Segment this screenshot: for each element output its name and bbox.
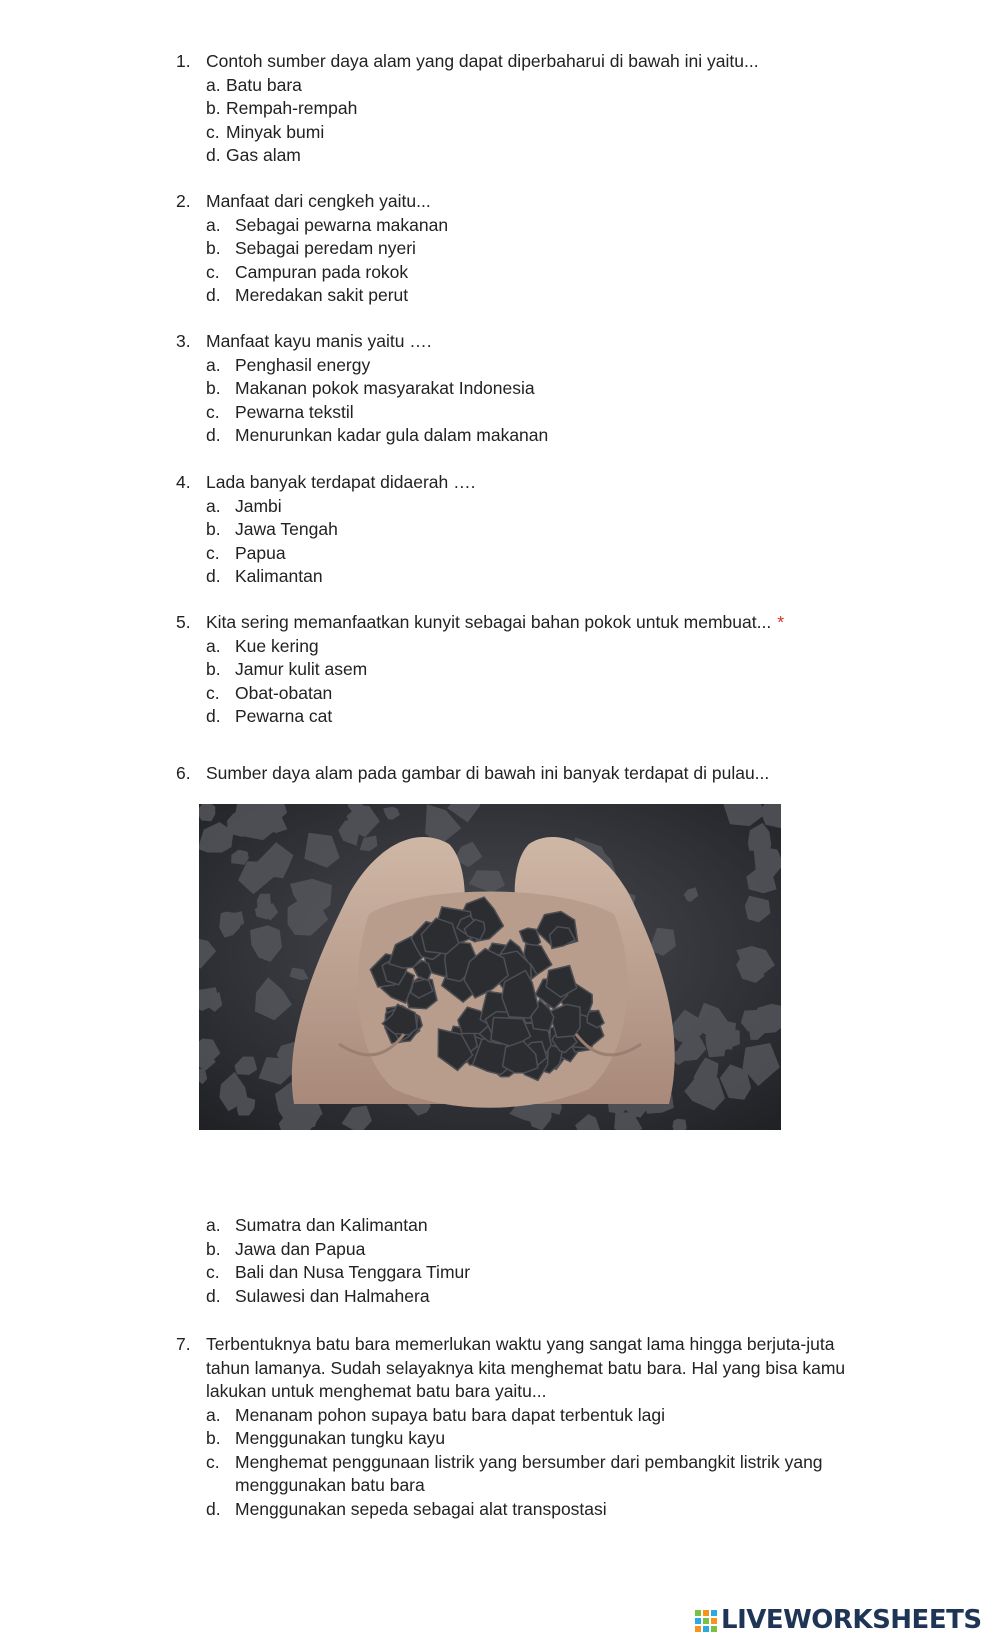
option-text: Obat-obatan (235, 682, 333, 703)
option-text: Sumatra dan Kalimantan (235, 1215, 428, 1235)
option-text: Bali dan Nusa Tenggara Timur (235, 1262, 471, 1282)
question-text: Lada banyak terdapat didaerah …. (206, 472, 476, 492)
question-text-wrap (206, 611, 784, 635)
option-letter: b. (206, 519, 221, 539)
option-text: Meredakan sakit perut (235, 285, 409, 305)
question-number: 7. (176, 1334, 191, 1354)
option-letter: a. (206, 1404, 221, 1425)
question-4 (176, 471, 896, 589)
option-text: Jambi (235, 495, 282, 516)
option-c[interactable] (176, 1451, 855, 1498)
option-text: Pewarna tekstil (235, 401, 354, 422)
question-text: Manfaat kayu manis yaitu …. (206, 331, 432, 351)
option-c[interactable] (176, 1261, 896, 1285)
option-text: Batu bara (226, 74, 302, 95)
option-c[interactable] (176, 261, 896, 285)
option-letter: d. (206, 425, 221, 445)
option-a[interactable] (176, 354, 896, 378)
option-letter: d. (206, 706, 221, 726)
question-7 (176, 1333, 876, 1521)
option-letter: b. (206, 659, 221, 679)
option-letter: b. (206, 1428, 221, 1448)
option-c[interactable] (176, 121, 896, 145)
option-text: Menanam pohon supaya batu bara dapat terbentuk lagi (235, 1404, 666, 1425)
option-d[interactable] (176, 565, 896, 589)
option-text: Gas alam (226, 145, 301, 165)
option-text: Makanan pokok masyarakat Indonesia (235, 378, 535, 398)
option-letter: a. (206, 74, 221, 95)
option-text: Pewarna cat (235, 706, 333, 726)
option-letter: b. (206, 238, 221, 258)
option-letter: d. (206, 1285, 221, 1306)
option-b[interactable] (176, 518, 896, 542)
option-d[interactable] (176, 424, 896, 448)
question-number: 3. (176, 331, 191, 351)
option-a[interactable] (176, 1214, 896, 1238)
brand-name: LIVEWORKSHEETS (721, 1605, 982, 1635)
option-letter: b. (206, 98, 221, 118)
question-5 (176, 611, 896, 729)
question-text: Contoh sumber daya alam yang dapat diperbaharui di bawah ini yaitu... (206, 51, 759, 71)
option-text: Jamur kulit asem (235, 659, 368, 679)
option-letter: d. (206, 285, 221, 305)
option-d[interactable] (176, 1498, 876, 1522)
option-letter: c. (206, 682, 220, 703)
option-d[interactable] (176, 144, 896, 168)
option-b[interactable] (176, 97, 896, 121)
option-letter: a. (206, 214, 221, 235)
option-text: Rempah-rempah (226, 98, 358, 118)
question-text: Manfaat dari cengkeh yaitu... (206, 191, 431, 211)
option-text: Jawa Tengah (235, 519, 338, 539)
question-number: 2. (176, 191, 191, 211)
option-a[interactable] (176, 214, 896, 238)
option-text: Papua (235, 542, 286, 563)
option-letter: c. (206, 1451, 220, 1472)
option-a[interactable] (176, 635, 896, 659)
option-a[interactable] (176, 1404, 876, 1428)
question-1 (176, 50, 896, 168)
option-letter: b. (206, 1238, 221, 1259)
question-number: 5. (176, 612, 191, 632)
question-number: 1. (176, 51, 191, 71)
option-letter: b. (206, 378, 221, 398)
question-text: Sumber daya alam pada gambar di bawah ini banyak terdapat di pulau... (206, 763, 770, 783)
option-b[interactable] (176, 658, 896, 682)
option-text: Kalimantan (235, 566, 323, 586)
option-d[interactable] (176, 1285, 896, 1309)
option-letter: c. (206, 542, 220, 563)
option-text: Sebagai peredam nyeri (235, 238, 416, 258)
option-c[interactable] (176, 542, 896, 566)
option-text: Minyak bumi (226, 121, 325, 142)
question-2 (176, 190, 896, 308)
option-text: Sulawesi dan Halmahera (235, 1285, 430, 1306)
option-b[interactable] (176, 377, 896, 401)
coal-in-hands-icon (199, 804, 781, 1130)
required-mark: * (777, 612, 785, 632)
question-number: 6. (176, 763, 191, 783)
question-number: 4. (176, 472, 191, 492)
option-letter: c. (206, 1262, 220, 1282)
option-b[interactable] (176, 1427, 876, 1451)
option-text: Menggunakan sepeda sebagai alat transpostasi (235, 1498, 607, 1519)
option-text: Kue kering (235, 635, 319, 656)
option-letter: a. (206, 495, 221, 516)
question-text: Kita sering memanfaatkan kunyit sebagai bahan pokok untuk membuat... (206, 612, 772, 632)
option-letter: c. (206, 261, 220, 282)
option-letter: c. (206, 121, 220, 142)
option-letter: c. (206, 401, 220, 422)
option-text: Penghasil energy (235, 354, 371, 375)
option-d[interactable] (176, 705, 896, 729)
option-letter: d. (206, 1498, 221, 1519)
coal-in-hands-photo (199, 804, 781, 1130)
option-text: Sebagai pewarna makanan (235, 214, 449, 235)
option-text: Campuran pada rokok (235, 261, 409, 282)
option-c[interactable] (176, 682, 896, 706)
option-b[interactable] (176, 237, 896, 261)
question-6-options (176, 1214, 896, 1308)
liveworksheets-logo-icon (695, 1610, 717, 1632)
option-letter: d. (206, 145, 221, 165)
option-letter: d. (206, 566, 221, 586)
option-a[interactable] (176, 495, 896, 519)
option-letter: a. (206, 635, 221, 656)
option-text: Menghemat penggunaan listrik yang bersumber dari pembangkit listrik yang menggunakan batu bara (235, 1451, 823, 1495)
option-text: Menggunakan tungku kayu (235, 1428, 446, 1448)
option-text: Jawa dan Papua (235, 1238, 366, 1259)
option-c[interactable] (176, 401, 896, 425)
question-3 (176, 330, 896, 448)
question-6 (176, 762, 896, 786)
option-b[interactable] (176, 1238, 896, 1262)
option-d[interactable] (176, 284, 896, 308)
question-text: Terbentuknya batu bara memerlukan waktu yang sangat lama hingga berjuta-juta tahun lamanya. Sudah selayaknya kita menghemat batu bara. Hal yang bisa kamu lakukan untuk menghemat batu bara yaitu... (206, 1334, 846, 1401)
option-letter: a. (206, 1215, 221, 1235)
option-a[interactable] (176, 74, 896, 98)
option-text: Menurunkan kadar gula dalam makanan (235, 425, 549, 445)
option-letter: a. (206, 354, 221, 375)
